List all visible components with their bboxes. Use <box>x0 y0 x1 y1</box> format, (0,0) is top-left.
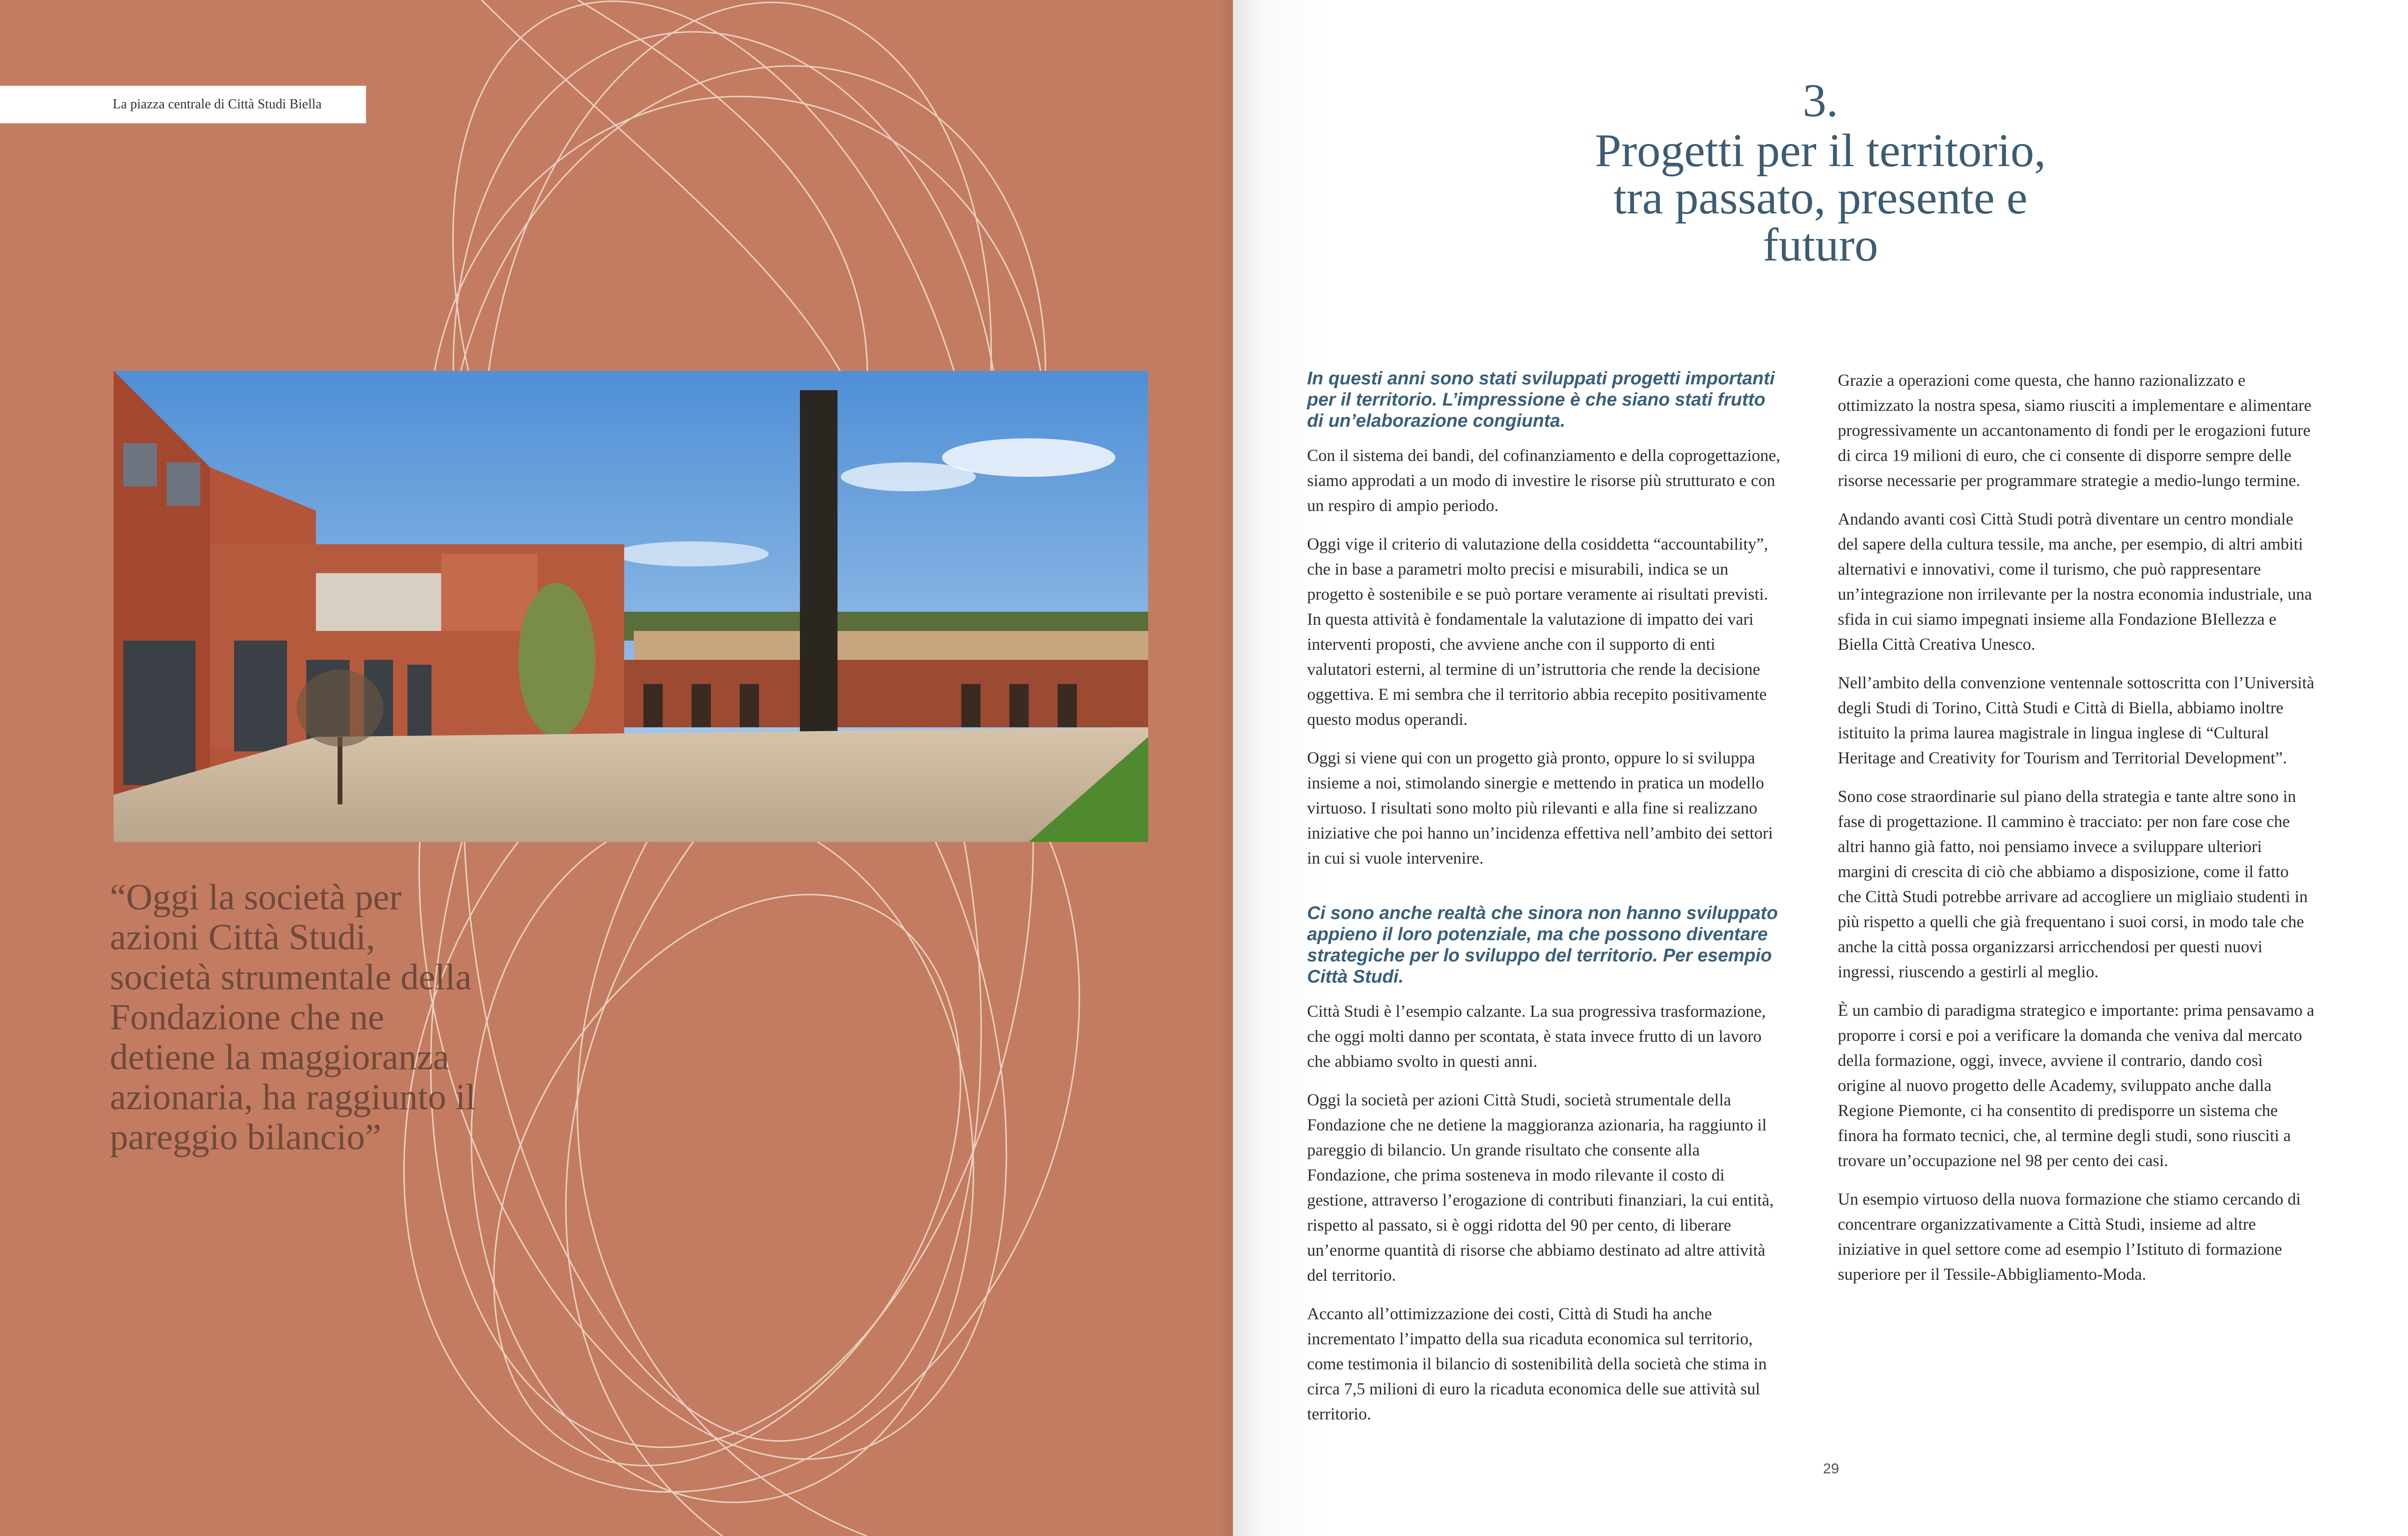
body-paragraph: Accanto all’ottimizzazione dei costi, Città di Studi ha anche incrementato l’impatto della sua ricaduta economica sul territorio, come testimonia il bilancio di sostenibilità della società che stima in circa 7,5 milioni di euro la ricaduta economica delle sue attività sul territorio. <box>1307 1304 1767 1423</box>
page-number: 29 <box>1823 1461 1839 1477</box>
text-column-2 <box>1838 368 2315 1300</box>
body-paragraph: Un esempio virtuoso della nuova formazione che stiamo cercando di concentrare organizzativamente a Città Studi, insieme ad altre iniziative in quel settore come ad esempio l’Istituto di formazione superiore per il Tessile-Abbigliamento-Moda. <box>1838 1190 2301 1284</box>
body-paragraph: Con il sistema dei bandi, del cofinanziamento e della coprogettazione, siamo approdati a un modo di investire le risorse più strutturato e con un respiro di ampio periodo. <box>1307 446 1780 515</box>
body-paragraph: Città Studi è l’esempio calzante. La sua progressiva trasformazione, che oggi molti danno per scontata, è stata invece frutto di un lavoro che abbiamo svolto in questi anni. <box>1307 1002 1766 1071</box>
body-paragraph: Oggi la società per azioni Città Studi, società strumentale della Fondazione che ne detiene la maggioranza azionaria, ha raggiunto il pareggio di bilancio. Un grande risultato che consente alla Fondazione, che prima sosteneva in modo rilevante il costo di gestione, attraverso l’erogazione di contributi finanziari, la cui entità, rispetto al passato, si è oggi ridotta del 90 per cento, di liberare un’enorme quantità di risorse che abbiamo destinato ad altre attività del territorio. <box>1307 1090 1774 1285</box>
body-paragraph: Oggi vige il criterio di valutazione della cosiddetta “accountability”, che in base a parametri molto precisi e misurabili, indica se un progetto è sostenibile e se può portare veramente ai risultati previsti. In questa attività è fondamentale la valutazione di impatto dei vari interventi proposti, che avviene anche con il supporto di enti valutatori esterni, al termine di un’istruttoria che rende la decisione oggettiva. E mi sembra che il territorio abbia recepito positivamente questo modus operandi. <box>1307 535 1768 729</box>
text-column-1 <box>1307 368 1784 1440</box>
body-paragraph: Grazie a operazioni come questa, che hanno razionalizzato e ottimizzato la nostra spesa, siamo riusciti a implementare e alimentare progressivamente un accantonamento di fondi per le erogazioni future di circa 19 milioni di euro, che ci consente di disporre sempre delle risorse necessarie per programmare strategie a medio-lungo termine. <box>1838 371 2312 490</box>
photo-caption-label <box>0 86 366 123</box>
body-paragraph: Andando avanti così Città Studi potrà diventare un centro mondiale del sapere della cultura tessile, ma anche, per esempio, di altri ambiti alternativi e innovativi, come il turismo, che può rappresentare un’integrazione non irrilevante per la nostra economia industriale, una sfida in cui siamo impegnati insieme alla Fondazione BIellezza e Biella Città Creativa Unesco. <box>1838 510 2312 654</box>
photo-caption-text: La piazza centrale di Città Studi Biella <box>113 97 322 112</box>
campus-piazza-photo <box>114 371 1148 842</box>
chapter-title: Progetti per il territorio, tra passato, presente e futuro <box>1595 125 2046 271</box>
body-paragraph: Sono cose straordinarie sul piano della strategia e tante altre sono in fase di progettazione. Il cammino è tracciato: per non fare cose che altri hanno già fatto, noi pensiamo invece a sviluppare ulteriori margini di crescita di ciò che abbiamo a disposizione, come il fatto che Città Studi potrebbe arrivare ad accogliere un migliaio studenti in più rispetto a quelli che già frequentano i suoi corsi, in modo tale che anche la città possa organizzarsi arricchendosi per questi nuovi ingressi, riuscendo a gestirli al meglio. <box>1838 787 2308 981</box>
pull-quote: “Oggi la società per azioni Città Studi, società strumentale della Fondazione che ne detiene la maggioranza azionaria, ha raggiunto il pareggio bilancio” <box>110 877 476 1157</box>
chapter-number: 3. <box>1803 75 1838 127</box>
body-paragraph: È un cambio di paradigma strategico e importante: prima pensavamo a proporre i corsi e poi a verificare la domanda che veniva dal mercato della formazione, oggi, invece, avviene il contrario, dando così origine al nuovo progetto delle Academy, sviluppato anche dalla Regione Piemonte, ci ha consentito di predisporre un sistema che finora ha formato tecnici, che, al termine degli studi, sono riusciti a trovare un’occupazione nel 98 per cento dei casi. <box>1838 1001 2315 1170</box>
interview-question: In questi anni sono stati sviluppati progetti importanti per il territorio. L’impressione è che siano stati frutto di un’elaborazione congiunta. <box>1307 368 1775 431</box>
interview-question: Ci sono anche realtà che sinora non hanno sviluppato appieno il loro potenziale, ma che possono diventare strategiche per lo sviluppo del territorio. Per esempio Città Studi. <box>1307 903 1778 987</box>
body-paragraph: Oggi si viene qui con un progetto già pronto, oppure lo si sviluppa insieme a noi, stimolando sinergie e mettendo in pratica un modello virtuoso. I risultati sono molto più rilevanti e alla fine si realizzano iniziative che poi hanno un’incidenza effettiva nell’ambito dei settori in cui si vuole intervenire. <box>1307 748 1773 867</box>
body-paragraph: Nell’ambito della convenzione ventennale sottoscritta con l’Università degli Studi di Torino, Città Studi e Città di Biella, abbiamo inoltre istituito la prima laurea magistrale in lingua inglese di “Cultural Heritage and Creativity for Tourism and Territorial Development”. <box>1838 673 2315 767</box>
chapter-heading <box>1575 77 2066 269</box>
